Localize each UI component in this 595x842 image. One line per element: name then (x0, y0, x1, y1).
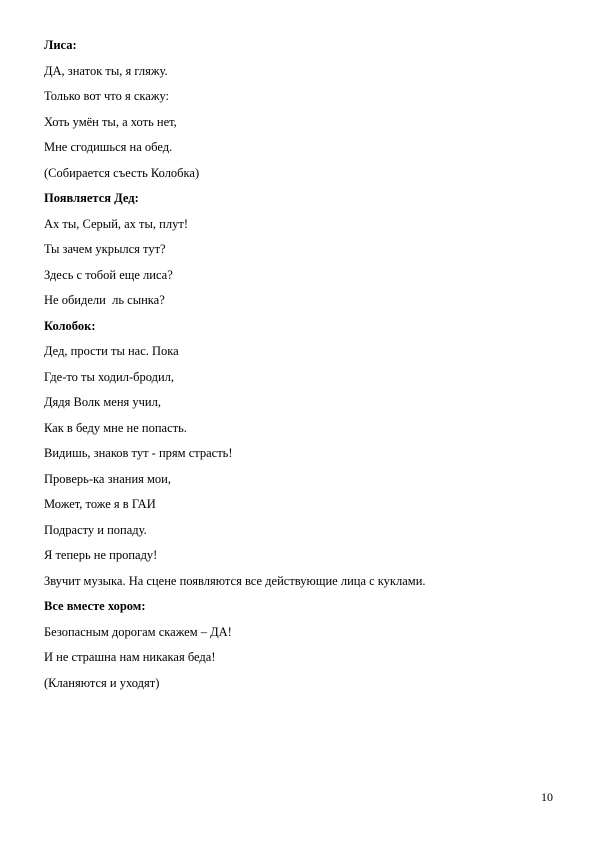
text-line: Хоть умён ты, а хоть нет, (44, 114, 177, 129)
speaker-line-chorus: Все вместе хором: (44, 599, 146, 613)
text-line: И не страшна нам никакая беда! (44, 650, 216, 664)
text-line: Дед, прости ты нас. Пока (44, 344, 179, 358)
document-body (44, 38, 564, 701)
text-line: Как в беду мне не попасть. (44, 420, 187, 435)
text-line: Проверь-ка знания мои, (44, 471, 171, 486)
text-line: Ты зачем укрылся тут? (44, 242, 166, 256)
stage-direction: (Собирается съесть Колобка) (44, 165, 200, 180)
speaker-line-fox: Лиса: (44, 38, 77, 52)
text-line: Мне сгодишься на обед. (44, 140, 173, 154)
text-line: Только вот что я скажу: (44, 89, 170, 103)
text-line: Видишь, знаков тут - прям страсть! (44, 446, 233, 460)
text-line: Дядя Волк меня учил, (44, 395, 161, 409)
text-line: ДА, знаток ты, я гляжу. (44, 63, 168, 78)
text-line: Здесь с тобой еще лиса? (44, 267, 173, 282)
speaker-line-kolobok: Колобок: (44, 318, 96, 333)
text-line: Может, тоже я в ГАИ (44, 497, 156, 511)
text-line: Подрасту и попаду. (44, 522, 147, 537)
text-line: Безопасным дорогам скажем – ДА! (44, 624, 232, 639)
text-line: Ах ты, Серый, ах ты, плут! (44, 216, 188, 231)
text-line: Я теперь не пропаду! (44, 548, 158, 562)
stage-direction: (Кланяются и уходят) (44, 675, 160, 690)
text-line: Не обидели ль сынка? (44, 293, 165, 307)
speaker-line-grandfather: Появляется Дед: (44, 191, 139, 205)
page-number: 10 (541, 790, 553, 804)
stage-direction: Звучит музыка. На сцене появляются все действующие лица с куклами. (44, 573, 426, 588)
text-line: Где-то ты ходил-бродил, (44, 369, 175, 384)
